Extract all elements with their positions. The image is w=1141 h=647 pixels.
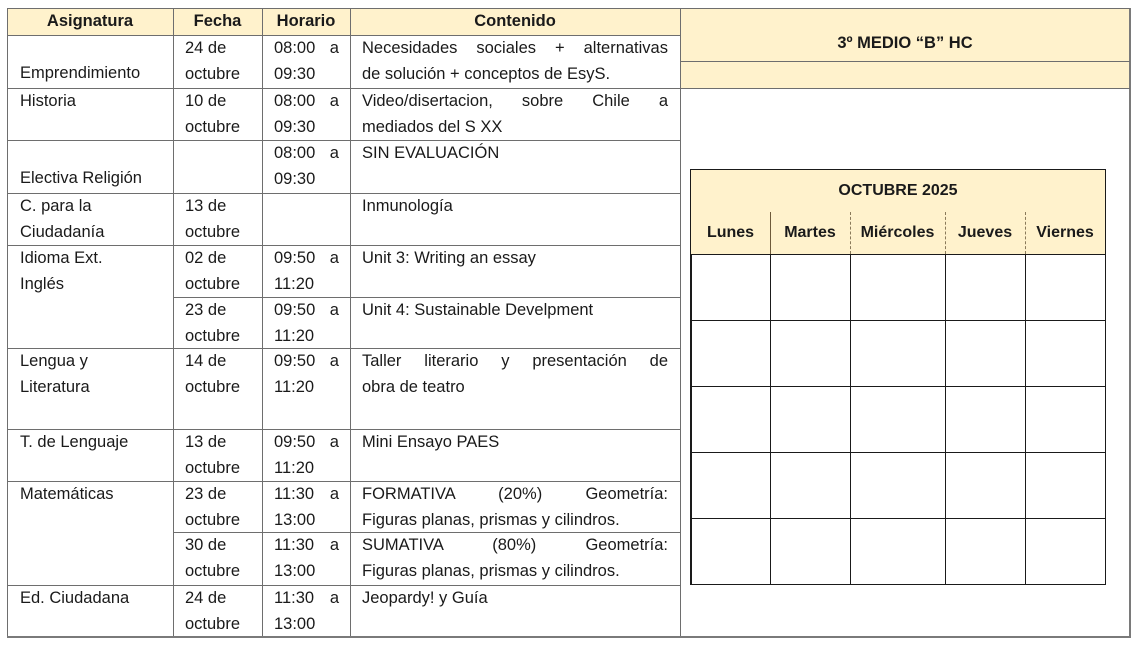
cell-date-line: [185, 141, 265, 167]
cell-content-line: obra de teatro: [362, 377, 465, 396]
cell-subject-line: Matemáticas: [20, 485, 114, 503]
cell-content: [362, 89, 668, 140]
table-hline: [7, 8, 1130, 9]
table-vline: [7, 8, 8, 637]
cell-time: [274, 36, 339, 87]
cell-content-line: FORMATIVA (20%) Geometría:: [362, 485, 668, 503]
cell-date: [185, 482, 265, 533]
cell-date: [185, 246, 265, 297]
cell-time-line: 09:50 a: [274, 249, 339, 267]
cell-content-line: Unit 4: Sustainable Develpment: [362, 301, 594, 319]
cell-content-line: Inmunología: [362, 197, 453, 215]
cell-content-line: Video/disertacion, sobre Chile a: [362, 92, 668, 110]
table-hline: [7, 140, 681, 141]
cell-time: [274, 482, 339, 533]
cell-date-line: octubre: [185, 458, 241, 477]
cell-content-line: [362, 612, 668, 638]
cell-time-line: 09:50 a: [274, 433, 339, 451]
cell-time-line: 11:30 a: [274, 485, 339, 503]
cell-time: [274, 141, 339, 192]
cell-content-line: Figuras planas, prismas y cilindros.: [362, 561, 620, 580]
table-hline: [7, 88, 681, 89]
calendar-day-header: Miércoles: [860, 224, 935, 241]
cell-time-line: 08:00 a: [274, 39, 339, 57]
cell-subject-line: Ciudadanía: [20, 222, 105, 241]
cell-content-line: de solución + conceptos de EsyS.: [362, 64, 611, 83]
cell-date-line: 24 de: [185, 39, 227, 57]
cell-time: [274, 246, 339, 297]
cell-subject: [20, 430, 170, 456]
cell-date: [185, 298, 265, 349]
calendar-day-header: Martes: [784, 224, 836, 241]
cell-time: [274, 430, 339, 481]
cell-date: [185, 430, 265, 481]
cell-date-line: octubre: [185, 326, 241, 345]
cell-content-line: [362, 272, 668, 298]
calendar-day-cell[interactable]: [770, 320, 851, 387]
cell-time-line: 09:30: [274, 169, 316, 188]
cell-date-line: 14 de: [185, 352, 227, 370]
cell-subject-line: Lengua y: [20, 352, 88, 370]
cell-content: [362, 349, 668, 400]
cell-time-line: 11:30 a: [274, 589, 339, 607]
cell-time-line: 13:00: [274, 561, 316, 580]
cell-time-line: [274, 220, 339, 246]
cell-date-line: [185, 167, 265, 193]
calendar-day-cell[interactable]: [691, 386, 771, 453]
cell-subject-line: Literatura: [20, 377, 90, 396]
cell-content-line: Unit 3: Writing an essay: [362, 249, 536, 267]
cell-subject-line: Inglés: [20, 274, 65, 293]
cell-date-line: octubre: [185, 117, 241, 136]
cell-content: [362, 246, 668, 297]
cell-content-line: Jeopardy! y Guía: [362, 589, 488, 607]
table-vline: [680, 8, 681, 637]
calendar-day-cell[interactable]: [770, 518, 851, 585]
table-hline: [7, 35, 680, 36]
cell-content: [362, 482, 668, 533]
cell-time-line: 09:30: [274, 64, 316, 83]
calendar-day-header: Viernes: [1036, 224, 1094, 241]
cell-subject: [20, 586, 170, 612]
cell-date: [185, 36, 265, 87]
calendar-day-cell[interactable]: [770, 254, 851, 321]
cell-content: [362, 533, 668, 584]
cell-date: [185, 349, 265, 400]
header-date: Fecha: [193, 12, 242, 30]
cell-date-line: octubre: [185, 222, 241, 241]
calendar-grid: [691, 254, 1105, 584]
calendar-day-cell[interactable]: [691, 254, 771, 321]
calendar-day-cell[interactable]: [850, 386, 946, 453]
cell-subject: [20, 349, 170, 400]
cell-time: [274, 194, 339, 245]
cell-date-line: octubre: [185, 377, 241, 396]
calendar-day-cell[interactable]: [945, 320, 1026, 387]
cell-content: [362, 298, 668, 349]
calendar-day-headers: [691, 212, 1105, 254]
calendar-day-cell[interactable]: [850, 254, 946, 321]
calendar-day-divider: [770, 212, 771, 254]
cell-time-line: 09:50 a: [274, 301, 339, 319]
cell-date: [185, 141, 265, 192]
cell-subject-line: Emprendimiento: [20, 64, 141, 82]
cell-content-line: Necesidades sociales + alternativas: [362, 39, 668, 57]
cell-time-line: 11:20: [274, 458, 315, 477]
cell-subject-line: Ed. Ciudadana: [20, 589, 130, 607]
cell-date: [185, 533, 265, 584]
cell-subject-line: C. para la: [20, 197, 92, 215]
cell-content: [362, 586, 668, 637]
cell-date-line: 02 de: [185, 249, 227, 267]
cell-time: [274, 349, 339, 400]
cell-time-line: 11:20: [274, 377, 315, 396]
cell-content-line: Mini Ensayo PAES: [362, 433, 500, 451]
cell-date: [185, 89, 265, 140]
header-content: Contenido: [474, 12, 556, 30]
cell-content: [362, 141, 668, 192]
cell-subject: [20, 89, 170, 115]
calendar-day-divider: [850, 212, 851, 254]
cell-time-line: 08:00 a: [274, 92, 339, 110]
calendar-day-cell[interactable]: [945, 386, 1026, 453]
calendar-day-cell[interactable]: [1025, 386, 1106, 453]
table-hline: [7, 193, 681, 194]
table-vline: [173, 8, 174, 637]
cell-date-line: octubre: [185, 614, 241, 633]
cell-subject: [20, 61, 170, 87]
cell-subject-line: Idioma Ext.: [20, 249, 103, 267]
course-subtitle-box: [680, 61, 1130, 88]
cell-subject-line: T. de Lenguaje: [20, 433, 129, 451]
table-hline: [7, 585, 681, 586]
table-hline: [7, 245, 681, 246]
cell-time-line: 09:30: [274, 117, 316, 136]
title-hline: [680, 88, 1130, 89]
calendar-day-cell[interactable]: [850, 452, 946, 519]
calendar-day-cell[interactable]: [1025, 254, 1106, 321]
cell-date-line: 23 de: [185, 301, 227, 319]
calendar-day-cell[interactable]: [1025, 518, 1106, 585]
cell-date-line: 30 de: [185, 536, 227, 554]
calendar-day-cell[interactable]: [770, 452, 851, 519]
calendar-day-cell[interactable]: [691, 452, 771, 519]
cell-subject: [20, 246, 170, 297]
cell-content-line: Figuras planas, prismas y cilindros.: [362, 510, 620, 529]
cell-content: [362, 36, 668, 87]
cell-content-line: [362, 324, 668, 350]
cell-time: [274, 586, 339, 637]
calendar-day-cell[interactable]: [770, 386, 851, 453]
cell-content-line: [362, 456, 668, 482]
calendar-day-cell[interactable]: [850, 320, 946, 387]
calendar-day-cell[interactable]: [850, 518, 946, 585]
cell-content: [362, 430, 668, 481]
cell-subject: [20, 166, 170, 192]
cell-date-line: octubre: [185, 510, 241, 529]
title-hline: [680, 61, 1130, 62]
calendar-day-header: Jueves: [957, 224, 1013, 241]
table-hline: [173, 532, 681, 533]
cell-date: [185, 194, 265, 245]
cell-content-line: [362, 220, 668, 246]
calendar-day-cell[interactable]: [1025, 452, 1106, 519]
calendar-day-cell[interactable]: [945, 254, 1026, 321]
calendar-day-cell[interactable]: [945, 518, 1026, 585]
cell-subject: [20, 482, 170, 508]
table-hline: [7, 348, 681, 349]
calendar-day-divider: [945, 212, 946, 254]
cell-content-line: mediados del S XX: [362, 117, 503, 136]
cell-content: [362, 194, 668, 245]
table-vline: [262, 8, 263, 637]
header-subject: Asignatura: [46, 12, 134, 30]
cell-date-line: 13 de: [185, 433, 227, 451]
cell-time-line: [274, 194, 339, 220]
cell-time: [274, 89, 339, 140]
cell-time-line: 11:20: [274, 274, 315, 293]
cell-subject-line: Historia: [20, 92, 76, 110]
cell-date-line: octubre: [185, 64, 241, 83]
cell-date-line: 10 de: [185, 92, 227, 110]
cell-time-line: 13:00: [274, 614, 316, 633]
calendar-day-cell[interactable]: [945, 452, 1026, 519]
cell-time: [274, 298, 339, 349]
cell-time-line: 11:30 a: [274, 536, 339, 554]
cell-date: [185, 586, 265, 637]
calendar-day-cell[interactable]: [1025, 320, 1106, 387]
cell-subject: [20, 194, 170, 245]
calendar-day-cell[interactable]: [691, 518, 771, 585]
cell-time: [274, 533, 339, 584]
table-hline: [173, 297, 681, 298]
calendar-title: OCTUBRE 2025: [691, 170, 1105, 212]
table-vline: [350, 8, 351, 637]
calendar-day-header: Lunes: [706, 224, 755, 241]
outer-vline: [1129, 8, 1131, 637]
cell-date-line: octubre: [185, 561, 241, 580]
cell-date-line: 13 de: [185, 197, 227, 215]
cell-subject-line: Electiva Religión: [20, 169, 142, 187]
calendar-day-cell[interactable]: [691, 320, 771, 387]
cell-date-line: 23 de: [185, 485, 227, 503]
cell-content-line: [362, 167, 668, 193]
cell-content-line: SUMATIVA (80%) Geometría:: [362, 536, 668, 554]
header-time: Horario: [276, 12, 336, 30]
outer-hline: [7, 636, 1131, 638]
cell-time-line: 08:00 a: [274, 144, 339, 162]
course-title: 3º MEDIO “B” HC: [837, 34, 973, 52]
cell-content-line: SIN EVALUACIÓN: [362, 144, 500, 162]
table-hline: [7, 429, 681, 430]
calendar-day-divider: [1025, 212, 1026, 254]
cell-time-line: 09:50 a: [274, 352, 339, 370]
cell-time-line: 13:00: [274, 510, 316, 529]
table-hline: [7, 481, 681, 482]
cell-date-line: octubre: [185, 274, 241, 293]
cell-date-line: 24 de: [185, 589, 227, 607]
cell-time-line: 11:20: [274, 326, 315, 345]
cell-content-line: Taller literario y presentación de: [362, 352, 668, 370]
